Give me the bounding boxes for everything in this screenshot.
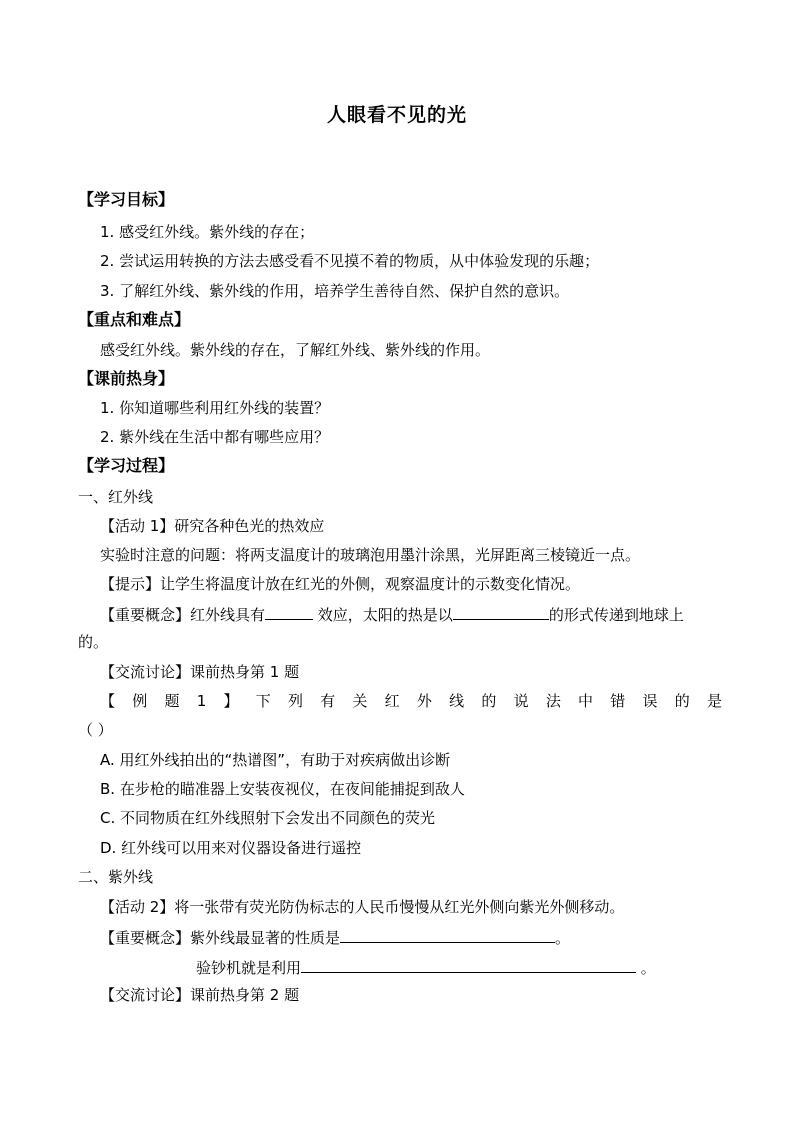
warmup-item-1: 1. 你知道哪些利用红外线的装置？: [100, 399, 330, 417]
example-1-char: 红: [384, 692, 400, 710]
goals-heading: 【学习目标】: [78, 190, 175, 209]
process-heading: 【学习过程】: [78, 456, 175, 475]
example-1-answer-paren: （ ）: [78, 721, 113, 739]
goal-item-2: 2. 尝试运用转换的方法去感受看不见摸不着的物质，从中体验发现的乐趣；: [100, 252, 600, 270]
concept-uv-2: [196, 956, 794, 978]
fill-blank-effect[interactable]: [265, 603, 313, 620]
example-1-question: [100, 691, 722, 711]
fill-blank-banknote-detector[interactable]: [301, 956, 636, 973]
option-b: B. 在步枪的瞄准器上安装夜视仪，在夜间能捕捉到敌人: [100, 780, 465, 798]
concept-uv: [100, 926, 750, 948]
activity-2: 【活动 2】将一张带有荧光防伪标志的人民币慢慢从红光外侧向紫光外侧移动。: [100, 898, 625, 916]
fill-blank-form[interactable]: [453, 603, 549, 620]
example-1-char: 】: [223, 692, 239, 710]
example-1-char: 的: [674, 692, 690, 710]
example-1-char: 例: [132, 692, 148, 710]
part2-title: 二、紫外线: [78, 868, 154, 886]
part1-title: 一、红外线: [78, 488, 154, 506]
example-1-char: 【: [100, 692, 116, 710]
example-1-char: 列: [287, 692, 303, 710]
key-points-heading: 【重点和难点】: [78, 310, 191, 329]
hint-text: 【提示】让学生将温度计放在红光的外侧，观察温度计的示数变化情况。: [100, 575, 581, 593]
option-c: C. 不同物质在红外线照射下会发出不同颜色的荧光: [100, 809, 436, 827]
page-title: 人眼看不见的光: [326, 104, 467, 126]
example-1-char: 题: [164, 692, 180, 710]
warmup-item-2: 2. 紫外线在生活中都有哪些应用？: [100, 428, 330, 446]
concept-uv-2-end: 。: [640, 959, 656, 977]
example-1-char: 关: [352, 692, 368, 710]
fill-blank-uv-property[interactable]: [340, 926, 555, 943]
example-1-char: 错: [610, 692, 626, 710]
concept-infrared-part-b: 效应，太阳的热是以: [317, 606, 453, 624]
key-points-text: 感受红外线。紫外线的存在，了解红外线、紫外线的作用。: [100, 341, 491, 359]
activity-1: 【活动 1】研究各种色光的热效应: [100, 517, 325, 535]
discuss-1: 【交流讨论】课前热身第 1 题: [100, 663, 300, 681]
concept-uv-end: 。: [555, 929, 571, 947]
example-1-char: 中: [578, 692, 594, 710]
warmup-heading: 【课前热身】: [78, 369, 175, 388]
example-1-char: 外: [416, 692, 432, 710]
example-1-char: 误: [642, 692, 658, 710]
example-1-char: 法: [545, 692, 561, 710]
example-1-char: 说: [513, 692, 529, 710]
concept-infrared-end: 的。: [78, 633, 109, 651]
discuss-2: 【交流讨论】课前热身第 2 题: [100, 986, 300, 1004]
example-1-char: 下: [255, 692, 271, 710]
concept-infrared: [100, 603, 750, 625]
option-a: A. 用红外线拍出的“热谱图”，有助于对疾病做出诊断: [100, 751, 451, 769]
option-d: D. 红外线可以用来对仪器设备进行遥控: [100, 839, 362, 857]
concept-infrared-part-a: 【重要概念】红外线具有: [100, 606, 266, 624]
example-1-char: 1: [196, 692, 207, 710]
concept-infrared-part-c: 的形式传递到地球上: [548, 606, 684, 624]
experiment-note: 实验时注意的问题：将两支温度计的玻璃泡用墨汁涂黑，光屏距离三棱镜近一点。: [100, 546, 641, 564]
goal-item-1: 1. 感受红外线。紫外线的存在；: [100, 223, 315, 241]
example-1-char: 有: [320, 692, 336, 710]
concept-uv-2-part-a: 验钞机就是利用: [196, 959, 302, 977]
example-1-char: 是: [706, 692, 722, 710]
goal-item-3: 3. 了解红外线、紫外线的作用，培养学生善待自然、保护自然的意识。: [100, 282, 570, 300]
concept-uv-part-a: 【重要概念】紫外线最显著的性质是: [100, 929, 341, 947]
example-1-char: 的: [481, 692, 497, 710]
example-1-char: 线: [449, 692, 465, 710]
